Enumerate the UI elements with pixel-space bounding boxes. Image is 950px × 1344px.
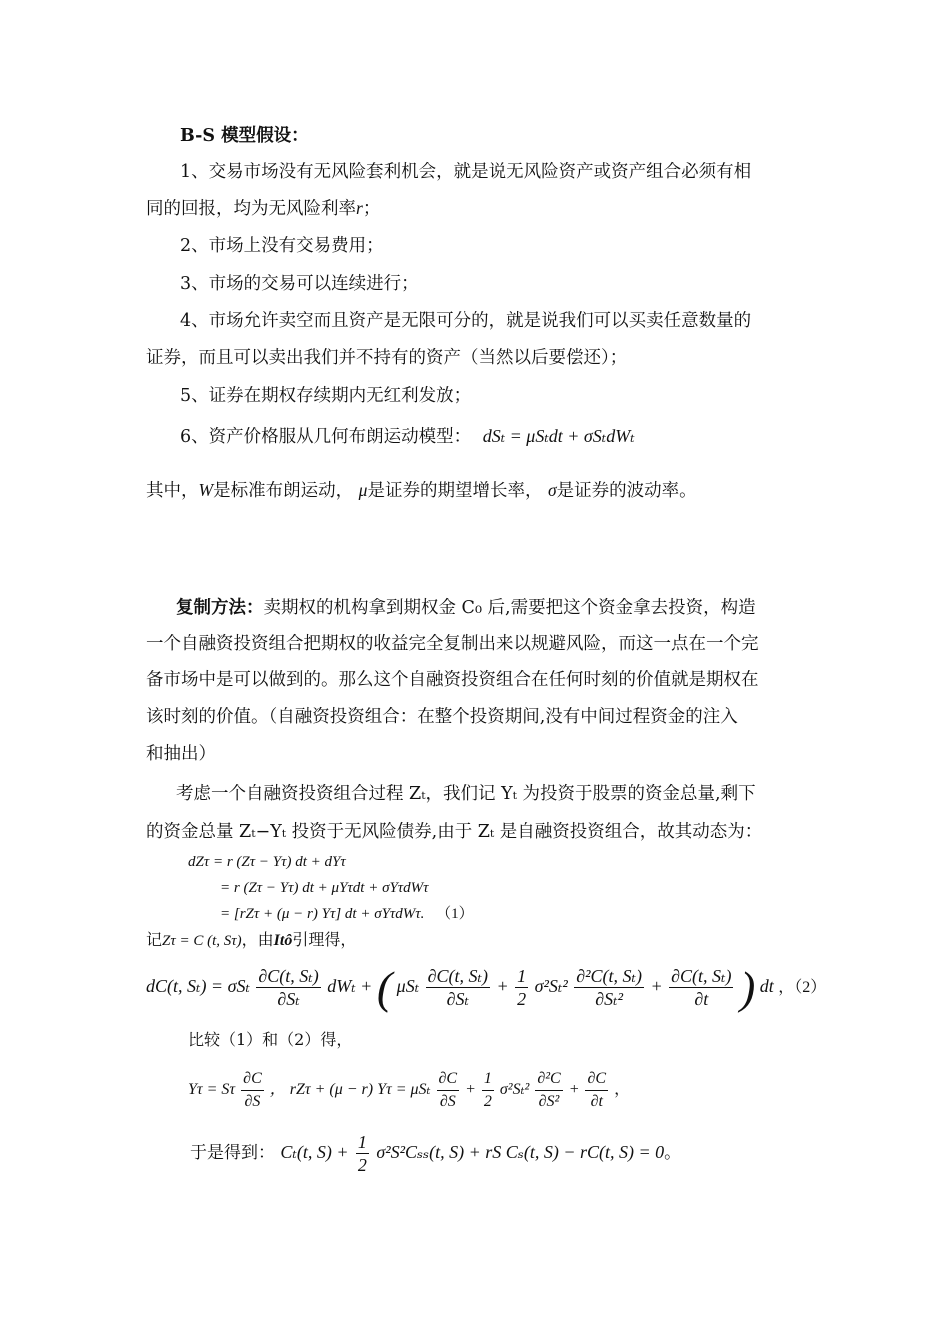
eq2-frac3-den: ∂Sₜ²	[595, 989, 623, 1010]
eq1-line-c-text: = [rZτ + (μ − r) Yτ] dt + σYτdWτ.	[220, 906, 425, 922]
ito-equation: Zτ = C (t, Sτ)	[162, 933, 242, 949]
res-end: ，	[614, 1081, 631, 1098]
note-mid2: 是证券的期望增长率，	[367, 481, 543, 501]
res-y: Yτ = Sτ	[188, 1081, 236, 1098]
note-mid1: 是标准布朗运动，	[213, 481, 354, 501]
symbol-note	[146, 478, 697, 503]
res-frac1-den: ∂S	[244, 1092, 261, 1110]
eq2-sigma: σ²Sₜ²	[534, 976, 568, 996]
assumption-6-text: 6、资产价格服从几何布朗运动模型：	[180, 427, 472, 447]
eq2-frac1	[256, 965, 320, 1010]
res-frac4-den: ∂t	[590, 1092, 603, 1110]
eq2-open-paren: (	[376, 961, 393, 1013]
eq2	[146, 962, 826, 1014]
note-w-symbol: W	[198, 480, 214, 500]
res-frac4	[585, 1068, 608, 1113]
eq2-frac2	[426, 965, 490, 1010]
result-line	[188, 1066, 630, 1118]
res-frac3-den: ∂S²	[538, 1092, 560, 1110]
final-prefix: 于是得到：	[190, 1143, 275, 1163]
res-plus: +	[465, 1081, 476, 1098]
ito-line	[146, 928, 356, 953]
assumption-3: 3、市场的交易可以连续进行；	[180, 274, 419, 294]
eq2-label: ，（2）	[778, 979, 827, 996]
note-end: 是证券的波动率。	[556, 481, 697, 501]
res-frac4-num: ∂C	[585, 1068, 608, 1091]
res-frac2-den: ∂S	[439, 1092, 456, 1110]
replication-line5: 和抽出）	[146, 744, 216, 764]
assumption-1-text: 同的回报，均为无风险利率	[146, 199, 356, 219]
replication-line1-text: 卖期权的机构拿到期权金 C₀ 后,需要把这个资金拿去投资，构造	[263, 598, 756, 618]
note-prefix: 其中，	[146, 481, 199, 501]
assumption-4-line2: 证券，而且可以卖出我们并不持有的资产（当然以后要偿还）；	[146, 348, 628, 368]
eq2-frac1-den: ∂Sₜ	[277, 989, 300, 1010]
assumption-1-line2	[146, 196, 380, 221]
final-a: Cₜ(t, S) +	[280, 1142, 349, 1162]
res-frac1-num: ∂C	[241, 1068, 264, 1091]
eq1-line-a: dZτ = r (Zτ − Yτ) dt + dYτ	[188, 854, 346, 870]
eq2-frac1-num: ∂C(t, Sₜ)	[258, 966, 319, 987]
assumption-6	[180, 424, 635, 449]
replication-line1	[176, 596, 756, 620]
assumption-1-line1: 1、交易市场没有无风险套利机会，就是说无风险资产或资产组合必须有相	[180, 162, 752, 182]
compare-line: 比较（1）和（2）得，	[188, 1030, 353, 1049]
eq2-frac4-num: ∂C(t, Sₜ)	[671, 966, 732, 987]
eq2-mu: μSₜ	[396, 976, 420, 996]
note-mu-symbol: μ	[358, 480, 368, 500]
eq2-frac2-num: ∂C(t, Sₜ)	[427, 966, 488, 987]
gbm-formula: dSₜ = μSₜdt + σSₜdWₜ	[482, 426, 635, 446]
eq1-line-b: = r (Zτ − Yτ) dt + μYτdt + σYτdWτ	[220, 880, 429, 896]
eq2-half-num: 1	[517, 966, 527, 987]
assumption-2: 2、市场上没有交易费用；	[180, 236, 384, 256]
eq2-frac3	[574, 965, 644, 1010]
replication-line7: 的资金总量 Zₜ−Yₜ 投资于无风险债券,由于 Zₜ 是自融资投资组合，故其动态为：	[146, 822, 763, 842]
res-mid: ， rZτ + (μ − r) Yτ = μSₜ	[269, 1081, 431, 1098]
res-frac2-num: ∂C	[437, 1068, 460, 1091]
eq2-frac4-den: ∂t	[694, 989, 709, 1010]
eq2-close-paren: )	[739, 961, 756, 1013]
assumption-5: 5、证券在期权存续期内无红利发放；	[180, 386, 472, 406]
ito-name: Itô	[273, 932, 293, 949]
eq1-label: （1）	[436, 906, 474, 922]
res-sigma: σ²Sₜ²	[499, 1081, 530, 1098]
res-frac1	[241, 1068, 264, 1113]
final-end: 。	[664, 1143, 682, 1163]
assumption-1-end: ；	[362, 199, 381, 219]
res-half	[482, 1068, 494, 1113]
risk-free-rate-symbol: r	[356, 198, 363, 218]
res-half-num: 1	[482, 1068, 494, 1091]
replication-heading: 复制方法：	[176, 598, 264, 618]
res-plus2: +	[568, 1081, 580, 1098]
ito-text: ，由	[241, 930, 274, 949]
res-frac2	[437, 1068, 460, 1113]
eq1-line-c	[220, 902, 474, 926]
final-half-num: 1	[357, 1132, 367, 1152]
final-line	[190, 1128, 681, 1180]
note-sigma-symbol: σ	[548, 480, 557, 500]
res-frac3	[535, 1068, 562, 1113]
replication-line2: 一个自融资投资组合把期权的收益完全复制出来以规避风险，而这一点在一个完	[146, 634, 759, 654]
eq2-frac3-num: ∂²C(t, Sₜ)	[576, 966, 642, 987]
eq2-dt: dt	[759, 976, 774, 996]
replication-line4: 该时刻的价值。（自融资投资组合：在整个投资期间,没有中间过程资金的注入	[146, 707, 738, 727]
eq2-half	[515, 965, 528, 1010]
ito-prefix: 记	[146, 930, 163, 949]
eq2-plus2: +	[650, 976, 663, 996]
eq2-plus1: +	[496, 976, 509, 996]
assumptions-heading: B-S 模型假设：	[180, 126, 309, 146]
res-frac3-num: ∂²C	[535, 1068, 562, 1091]
final-b: σ²S²Cₛₛ(t, S) + rS Cₛ(t, S) − rC(t, S) = 0	[376, 1142, 665, 1162]
replication-line6: 考虑一个自融资投资组合过程 Zₜ，我们记 Yₜ 为投资于股票的资金总量,剩下	[176, 784, 756, 804]
ito-end: 引理得，	[292, 930, 357, 949]
eq2-frac2-den: ∂Sₜ	[446, 989, 469, 1010]
final-half-den: 2	[357, 1155, 367, 1175]
eq2-dw: dWₜ +	[327, 976, 373, 996]
eq2-half-den: 2	[517, 989, 527, 1010]
eq2-lhs: dC(t, Sₜ) = σSₜ	[146, 976, 250, 996]
final-half	[356, 1131, 369, 1176]
eq2-frac4	[669, 965, 733, 1010]
assumption-4-line1: 4、市场允许卖空而且资产是无限可分的，就是说我们可以买卖任意数量的	[180, 311, 752, 331]
res-half-den: 2	[483, 1092, 492, 1110]
replication-line3: 备市场中是可以做到的。那么这个自融资投资组合在任何时刻的价值就是期权在	[146, 670, 759, 690]
